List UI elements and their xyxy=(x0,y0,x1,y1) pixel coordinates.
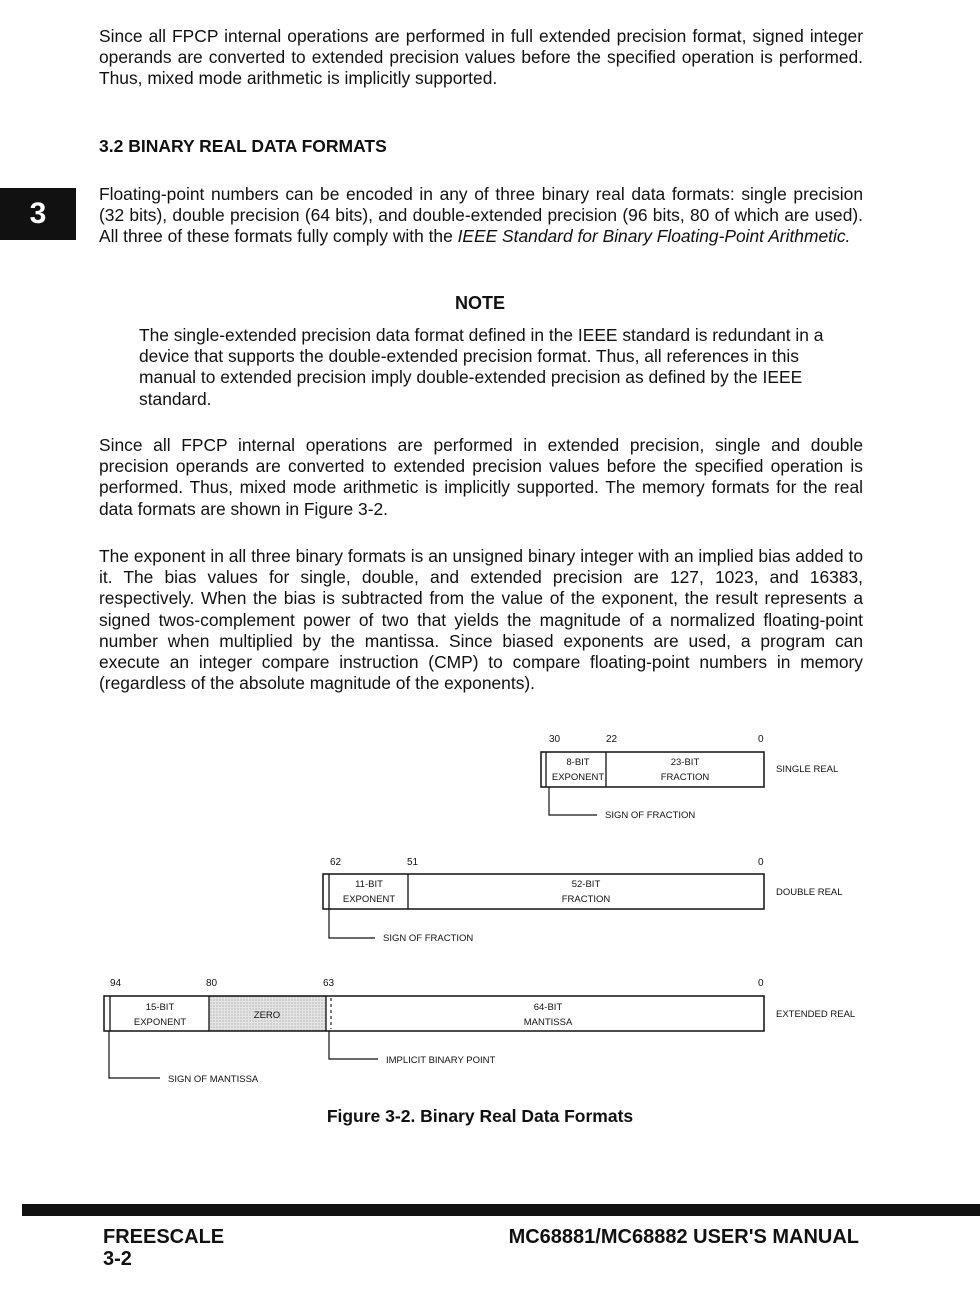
extended-real-format xyxy=(104,978,855,1085)
double-sign-label: SIGN OF FRACTION xyxy=(383,933,474,944)
footer-left xyxy=(103,1226,224,1270)
footer-rule xyxy=(22,1204,980,1216)
figure-caption: Figure 3-2. Binary Real Data Formats xyxy=(326,1106,634,1126)
exponent-paragraph: The exponent in all three binary formats is an unsigned binary integer with an implied bias added to it. The bias values for single, double, and extended precision are 127, 1023, and 16383, respectively. When the bias is subtracted from the value of the exponent, the result represents a signed twos-complement power of two that yields the magnitude of a normalized floating-point number when multiplied by the mantissa. Since biased exponents are used, a program can execute an integer compare instruction (CMP) to compare floating-point numbers in memory (regardless of the absolute magnitude of the exponents). xyxy=(99,546,863,694)
single-sign-label: SIGN OF FRACTION xyxy=(605,810,696,821)
double-fraction-line1: 52-BIT xyxy=(571,879,601,890)
footer-manual-title: MC68881/MC68882 USER'S MANUAL xyxy=(508,1226,859,1248)
footer-page-number: 3-2 xyxy=(103,1248,132,1270)
double-bit-51: 51 xyxy=(407,857,419,868)
ieee-standard-title: IEEE Standard for Binary Floating-Point Arithmetic. xyxy=(457,226,851,247)
formats-paragraph-text: Floating-point numbers can be encoded in any of three binary real data formats: single precision (32 bits), double precision (64 bits), and double-extended precision (96 bits, 80 of which are used). All three of these formats fully comply with the xyxy=(99,184,863,247)
extended-sign-label: SIGN OF MANTISSA xyxy=(168,1074,259,1085)
single-bit-22: 22 xyxy=(606,734,618,745)
extended-bit-63: 63 xyxy=(323,978,335,989)
double-bit-0: 0 xyxy=(758,857,764,868)
single-fraction-line1: 23-BIT xyxy=(670,757,700,768)
precision-paragraph: Since all FPCP internal operations are performed in extended precision, single and double precision operands are converted to extended precision values before the specified operation is performed. Thus, mixed mode arithmetic is implicitly supported. The memory formats for the real data formats are shown in Figure 3-2. xyxy=(99,435,863,519)
implicit-binary-point-label: IMPLICIT BINARY POINT xyxy=(386,1055,496,1066)
extended-bit-80: 80 xyxy=(206,978,218,989)
extended-mantissa-line2: MANTISSA xyxy=(523,1017,573,1028)
single-fraction-line2: FRACTION xyxy=(660,772,710,783)
extended-mantissa-line1: 64-BIT xyxy=(533,1002,563,1013)
footer-brand: FREESCALE xyxy=(103,1226,225,1248)
extended-real-label: EXTENDED REAL xyxy=(776,1009,856,1020)
note-body: The single-extended precision data format defined in the IEEE standard is redundant in a device that supports the double-extended precision format. Thus, all references in this manual to extended precision imply double-extended precision as defined by the IEEE standard. xyxy=(139,325,824,409)
double-exponent-line2: EXPONENT xyxy=(342,894,396,905)
extended-exponent-line2: EXPONENT xyxy=(133,1017,187,1028)
intro-paragraph: Since all FPCP internal operations are performed in full extended precision format, signed integer operands are converted to extended precision values before the specified operation is performed. Thus, mixed mode arithmetic is implicitly supported. xyxy=(99,26,863,89)
note-title: NOTE xyxy=(454,293,505,313)
extended-bit-94: 94 xyxy=(110,978,122,989)
chapter-tab: 3 xyxy=(0,188,76,240)
formats-paragraph xyxy=(99,184,863,248)
double-real-label: DOUBLE REAL xyxy=(776,887,843,898)
double-bit-62: 62 xyxy=(330,857,342,868)
double-exponent-line1: 11-BIT xyxy=(355,879,383,890)
zero-field-label: ZERO xyxy=(253,1010,281,1021)
single-real-format xyxy=(541,734,838,821)
extended-register-box xyxy=(104,996,764,1031)
double-fraction-line2: FRACTION xyxy=(561,894,611,905)
binary-formats-figure xyxy=(0,720,980,1100)
single-exponent-line1: 8-BIT xyxy=(566,757,590,768)
extended-bit-0: 0 xyxy=(758,978,764,989)
single-bit-30: 30 xyxy=(549,734,561,745)
section-heading: 3.2 BINARY REAL DATA FORMATS xyxy=(99,136,387,156)
single-bit-0: 0 xyxy=(758,734,764,745)
double-real-format xyxy=(323,857,843,944)
single-exponent-line2: EXPONENT xyxy=(551,772,605,783)
extended-exponent-line1: 15-BIT xyxy=(145,1002,175,1013)
single-real-label: SINGLE REAL xyxy=(776,764,839,775)
